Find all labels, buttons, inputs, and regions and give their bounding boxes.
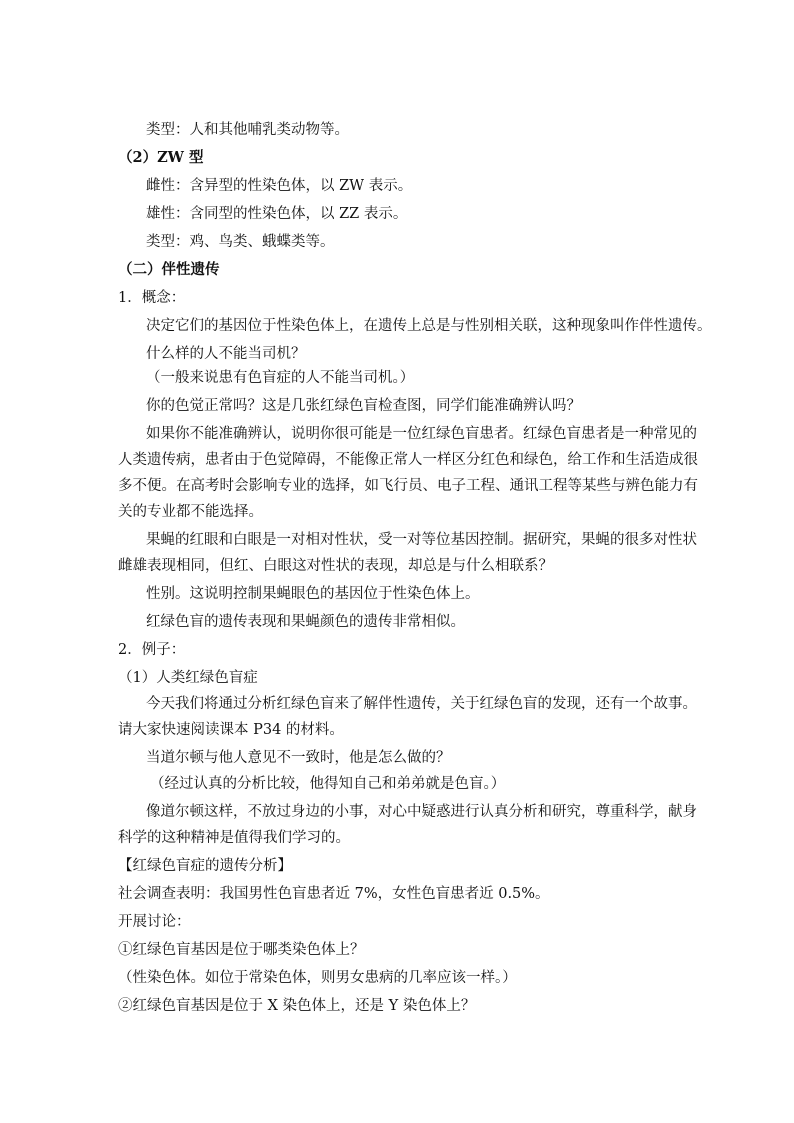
female-zw-line: 雌性：含异型的性染色体，以 ZW 表示。: [146, 178, 413, 194]
paragraph-line: 今天我们将通过分析红绿色盲来了解伴性遗传，关于红绿色盲的发现，还有一个故事。: [146, 696, 697, 712]
sex-linked-heading: （二）伴性遗传: [118, 261, 220, 278]
answer-1: （性染色体。如位于常染色体，则男女患病的几率应该一样。）: [118, 970, 517, 986]
zw-type-heading: （2）ZW 型: [118, 149, 204, 166]
male-zz-line: 雄性：含同型的性染色体，以 ZZ 表示。: [146, 206, 408, 222]
discussion-heading: 开展讨论：: [118, 914, 191, 930]
analysis-heading: 【红绿色盲症的遗传分析】: [118, 858, 292, 874]
question-2: ②红绿色盲基因是位于 X 染色体上，还是 Y 染色体上？: [118, 998, 476, 1014]
type-birds-line: 类型：鸡、鸟类、蛾蝶类等。: [146, 234, 335, 250]
concept-heading: 1．概念：: [118, 290, 186, 306]
colorblindness-heading: （1）人类红绿色盲症: [118, 670, 258, 686]
question-1: ①红绿色盲基因是位于哪类染色体上？: [118, 942, 365, 958]
paragraph-line: 人类遗传病，患者由于色觉障碍，不能像正常人一样区分红色和绿色，给工作和生活造成很: [118, 452, 698, 468]
paragraph-line: 科学的这种精神是值得我们学习的。: [118, 830, 350, 846]
paragraph-line: 果蝇的红眼和白眼是一对相对性状，受一对等位基因控制。据研究，果蝇的很多对性状: [146, 532, 697, 548]
driver-answer: （一般来说患有色盲症的人不能当司机。）: [146, 370, 415, 386]
paragraph-line: 性别。这说明控制果蝇眼色的基因位于性染色体上。: [146, 586, 480, 602]
example-heading: 2．例子：: [118, 642, 186, 658]
paragraph-line: 像道尔顿这样，不放过身边的小事，对心中疑惑进行认真分析和研究，尊重科学，献身: [146, 804, 697, 820]
paragraph-line: 雌雄表现相同，但红、白眼这对性状的表现，却总是与什么相联系？: [118, 558, 553, 574]
dalton-answer: （经过认真的分析比较，他得知自己和弟弟就是色盲。）: [150, 776, 506, 792]
color-vision-question: 你的色觉正常吗？这是几张红绿色盲检查图，同学们能准确辨认吗？: [146, 398, 581, 414]
survey-line: 社会调查表明：我国男性色盲患者近 7%，女性色盲患者近 0.5%。: [118, 886, 550, 902]
paragraph-line: 关的专业都不能选择。: [118, 504, 263, 520]
concept-definition: 决定它们的基因位于性染色体上，在遗传上总是与性别相关联，这种现象叫作伴性遗传。: [146, 318, 712, 334]
type-mammals-line: 类型：人和其他哺乳类动物等。: [146, 122, 349, 138]
paragraph-line: 多不便。在高考时会影响专业的选择，如飞行员、电子工程、通讯工程等某些与辨色能力有: [118, 478, 698, 494]
driver-question: 什么样的人不能当司机？: [146, 346, 306, 362]
paragraph-line: 请大家快速阅读课本 P34 的材料。: [118, 722, 344, 738]
paragraph-line: 红绿色盲的遗传表现和果蝇颜色的遗传非常相似。: [146, 614, 465, 630]
paragraph-line: 如果你不能准确辨认，说明你很可能是一位红绿色盲患者。红绿色盲患者是一种常见的: [146, 426, 697, 442]
dalton-question: 当道尔顿与他人意见不一致时，他是怎么做的？: [146, 750, 451, 766]
